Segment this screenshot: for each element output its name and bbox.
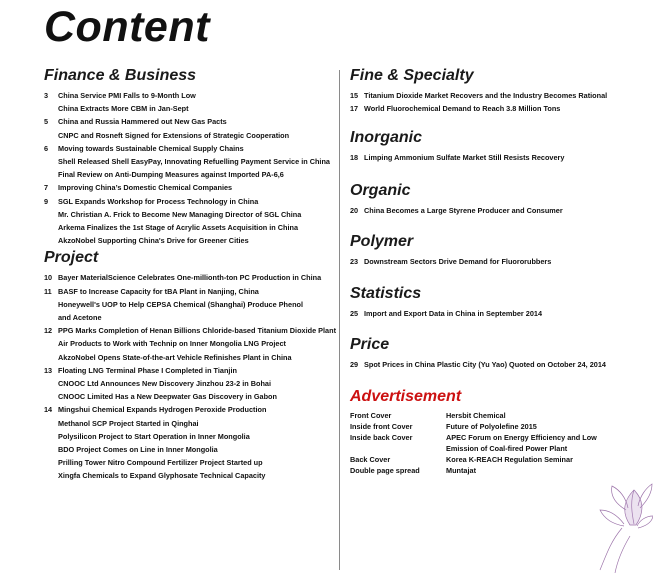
toc-entry[interactable] <box>44 168 334 181</box>
section-finance-and-business <box>44 66 334 247</box>
toc-entry[interactable] <box>44 102 334 115</box>
toc-entry[interactable] <box>44 285 334 298</box>
section-statistics <box>350 284 640 320</box>
left-column <box>44 66 334 483</box>
page-number: 20 <box>350 205 359 215</box>
entry-title: Improving China’s Domestic Chemical Companies <box>58 183 233 193</box>
entry-title: Mr. Christian A. Frick to Become New Managing Director of SGL China <box>58 209 302 219</box>
page-number: 7 <box>44 183 49 193</box>
entry-title: China Extracts More CBM in Jan-Sept <box>58 104 189 114</box>
entry-title: AkzoNobel Supporting China's Drive for Greener Cities <box>58 236 249 246</box>
entry-title: AkzoNobel Opens State-of-the-art Vehicle Refinishes Plant in China <box>58 352 292 362</box>
ad-advertiser: Muntajat <box>446 466 476 476</box>
page-number: 13 <box>44 365 53 375</box>
toc-entry[interactable] <box>44 443 334 456</box>
ad-placement: Double page spread <box>350 466 420 476</box>
entry-list <box>350 255 640 268</box>
entry-title: China and Russia Hammered out New Gas Pacts <box>58 117 227 127</box>
toc-entry[interactable] <box>44 89 334 102</box>
toc-entry[interactable] <box>44 208 334 221</box>
entry-title: China Becomes a Large Styrene Producer and Consumer <box>364 205 563 215</box>
entry-title: Downstream Sectors Drive Demand for Fluororubbers <box>364 256 552 266</box>
ad-placement: Inside back Cover <box>350 433 413 443</box>
toc-entry[interactable] <box>44 417 334 430</box>
page-number <box>44 443 58 456</box>
entry-list <box>350 151 640 164</box>
ad-placement: Inside front Cover <box>350 422 413 432</box>
section-advertisement <box>350 387 640 476</box>
section-title: Finance & Business <box>44 67 197 84</box>
toc-entry[interactable] <box>44 115 334 128</box>
page-number <box>44 351 58 364</box>
entry-title: SGL Expands Workshop for Process Technology in China <box>58 196 259 206</box>
entry-title: Shell Released Shell EasyPay, Innovating Refuelling Payment Service in China <box>58 157 330 167</box>
right-column <box>350 66 640 476</box>
toc-entry[interactable] <box>44 456 334 469</box>
advertisement-row <box>350 454 640 465</box>
page-number <box>44 102 58 115</box>
page-number <box>44 298 58 311</box>
section-title: Fine & Specialty <box>350 67 474 84</box>
entry-title: PPG Marks Completion of Henan Billions Chloride-based Titanium Dioxide Plant <box>58 326 336 336</box>
entry-title: Methanol SCP Project Started in Qinghai <box>58 418 199 428</box>
page-number: 15 <box>350 91 359 100</box>
entry-title: Polysilicon Project to Start Operation in Inner Mongolia <box>58 431 250 441</box>
page-number <box>44 430 58 443</box>
section-inorganic <box>350 128 640 164</box>
entry-title: Honeywell's UOP to Help CEPSA Chemical (Shanghai) Produce Phenol <box>58 299 304 309</box>
entry-title: BDO Project Comes on Line in Inner Mongolia <box>58 445 218 455</box>
section-title: Inorganic <box>350 129 423 147</box>
ad-advertiser: Future of Polyolefine 2015 <box>446 422 537 432</box>
page-number <box>44 390 58 403</box>
entry-title: CNOOC Limited Has a New Deepwater Gas Discovery in Gabon <box>58 392 277 402</box>
toc-entry[interactable] <box>44 351 334 364</box>
toc-entry[interactable] <box>44 364 334 377</box>
page-number <box>44 129 58 142</box>
page-number <box>44 311 58 324</box>
toc-entry[interactable] <box>44 271 334 284</box>
toc-entry[interactable] <box>350 307 640 320</box>
page-number <box>44 417 58 430</box>
entry-title: China Service PMI Falls to 9-Month Low <box>58 91 196 100</box>
page-number <box>44 469 58 482</box>
entry-title: Floating LNG Terminal Phase I Completed in Tianjin <box>58 365 237 375</box>
toc-entry[interactable] <box>350 358 640 371</box>
ad-advertiser: Korea K-REACH Regulation Seminar <box>446 455 573 465</box>
page-number <box>44 377 58 390</box>
page-number: 6 <box>44 143 49 153</box>
toc-entry[interactable] <box>44 181 334 194</box>
advertisement-title: Advertisement <box>350 388 462 406</box>
page-number: 14 <box>44 405 53 415</box>
page-number: 23 <box>350 256 359 266</box>
toc-entry[interactable] <box>350 102 640 115</box>
toc-entry[interactable] <box>44 430 334 443</box>
toc-entry[interactable] <box>44 390 334 403</box>
entry-title: CNPC and Rosneft Signed for Extensions of Strategic Cooperation <box>58 130 290 140</box>
entry-title: Import and Export Data in China in September 2014 <box>364 309 543 319</box>
page-number <box>44 337 58 350</box>
advertisement-list <box>350 410 640 476</box>
toc-entry[interactable] <box>44 377 334 390</box>
entry-list <box>44 89 334 247</box>
entry-title: and Acetone <box>58 313 102 323</box>
toc-entry[interactable] <box>44 221 334 234</box>
toc-entry[interactable] <box>350 151 640 164</box>
toc-entry[interactable] <box>44 311 334 324</box>
toc-entry[interactable] <box>44 469 334 482</box>
ad-advertiser: APEC Forum on Energy Efficiency and Low <box>446 433 597 443</box>
page-number: 17 <box>350 104 359 114</box>
toc-entry[interactable] <box>44 142 334 155</box>
flower-icon <box>590 470 653 573</box>
section-fine-and-specialty <box>350 66 640 115</box>
page-number: 9 <box>44 196 49 206</box>
entry-list <box>350 89 640 115</box>
advertisement-row <box>350 410 640 421</box>
section-title: Statistics <box>350 285 422 303</box>
advertisement-row <box>350 421 640 432</box>
toc-entry[interactable] <box>44 337 334 350</box>
section-organic <box>350 181 640 217</box>
toc-entry[interactable] <box>44 155 334 168</box>
entry-list <box>350 358 640 371</box>
entry-title: Air Products to Work with Technip on Inner Mongolia LNG Project <box>58 339 286 349</box>
entry-title: Moving towards Sustainable Chemical Supply Chains <box>58 143 244 153</box>
toc-entry[interactable] <box>350 255 640 268</box>
toc-entry[interactable] <box>350 89 640 102</box>
page-number: 18 <box>350 153 359 163</box>
ad-advertiser: Emission of Coal-fired Power Plant <box>446 444 568 454</box>
entry-title: CNOOC Ltd Announces New Discovery Jinzhou 23-2 in Bohai <box>58 379 271 389</box>
toc-entry[interactable] <box>44 234 334 247</box>
entry-title: Titanium Dioxide Market Recovers and the Industry Becomes Rational <box>364 91 608 100</box>
section-project <box>44 248 334 482</box>
page-number <box>44 221 58 234</box>
entry-title: Xingfa Chemicals to Expand Glyphosate Technical Capacity <box>58 471 266 481</box>
entry-title: World Fluorochemical Demand to Reach 3.8 Million Tons <box>364 104 561 114</box>
page-number <box>44 168 58 181</box>
page-number: 11 <box>44 286 52 296</box>
entry-title: Final Review on Anti-Dumping Measures against Imported PA-6,6 <box>58 170 284 180</box>
entry-list <box>350 307 640 320</box>
section-title: Project <box>44 249 99 267</box>
ad-placement <box>350 443 446 454</box>
page-number <box>44 208 58 221</box>
column-divider <box>339 70 340 570</box>
section-title: Organic <box>350 181 411 199</box>
page-number: 3 <box>44 91 49 100</box>
toc-entry[interactable] <box>44 298 334 311</box>
ad-placement: Front Cover <box>350 411 392 421</box>
page-number <box>44 155 58 168</box>
entry-list <box>44 271 334 482</box>
advertisement-row <box>350 432 640 443</box>
toc-entry[interactable] <box>350 204 640 217</box>
entry-list <box>350 204 640 217</box>
entry-title: BASF to Increase Capacity for tBA Plant in Nanjing, China <box>58 286 259 296</box>
toc-entry[interactable] <box>44 129 334 142</box>
page-number: 5 <box>44 117 49 127</box>
page-number: 10 <box>44 273 53 283</box>
toc-entry[interactable] <box>44 195 334 208</box>
entry-title: Spot Prices in China Plastic City (Yu Yao) Quoted on October 24, 2014 <box>364 360 606 370</box>
ad-placement: Back Cover <box>350 455 391 465</box>
page-number: 12 <box>44 326 53 336</box>
entry-title: Prilling Tower Nitro Compound Fertilizer Project Started up <box>58 458 263 468</box>
toc-entry[interactable] <box>44 403 334 416</box>
entry-title: Limping Ammonium Sulfate Market Still Resists Recovery <box>364 153 565 163</box>
page-number <box>44 456 58 469</box>
entry-title: Arkema Finalizes the 1st Stage of Acrylic Assets Acquisition in China <box>58 223 299 233</box>
section-price <box>350 335 640 371</box>
entry-title: Bayer MaterialScience Celebrates One-millionth-ton PC Production in China <box>58 273 322 283</box>
entry-title: Mingshui Chemical Expands Hydrogen Peroxide Production <box>58 405 267 415</box>
page-number: 25 <box>350 309 359 319</box>
section-title: Polymer <box>350 232 414 250</box>
page-number: 29 <box>350 360 359 370</box>
page-number <box>44 234 58 247</box>
page-title: Content <box>44 3 210 51</box>
advertisement-row <box>350 443 640 454</box>
section-polymer <box>350 232 640 268</box>
section-title: Price <box>350 336 390 354</box>
toc-entry[interactable] <box>44 324 334 337</box>
ad-advertiser: Hersbit Chemical <box>446 411 506 421</box>
